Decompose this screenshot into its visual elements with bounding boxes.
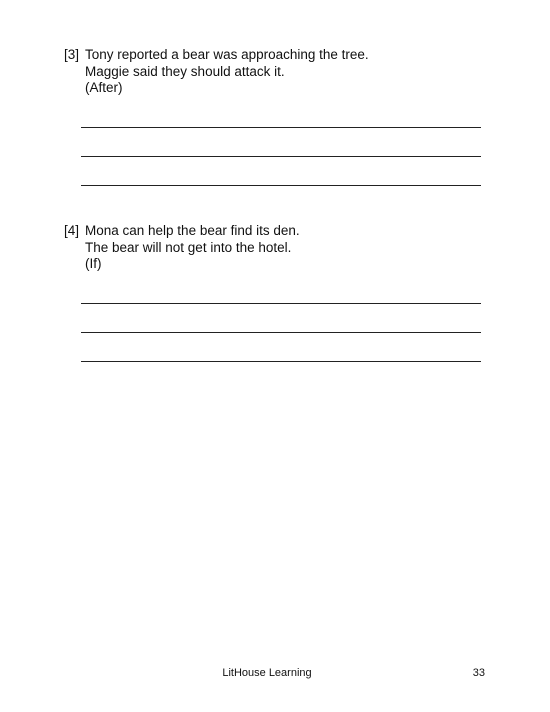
question-sentence-2: The bear will not get into the hotel. xyxy=(85,239,292,255)
answer-line-3-1[interactable] xyxy=(81,127,481,128)
question-4 xyxy=(64,223,300,273)
question-hint: (After) xyxy=(85,80,123,95)
question-number: [4] xyxy=(64,223,80,238)
page-number: 33 xyxy=(472,667,485,679)
answer-line-4-1[interactable] xyxy=(81,303,481,304)
question-sentence-1: Tony reported a bear was approaching the tree. xyxy=(85,47,369,62)
question-sentence-1: Mona can help the bear find its den. xyxy=(85,223,300,238)
footer-publisher: LitHouse Learning xyxy=(222,667,312,679)
answer-line-3-2[interactable] xyxy=(81,156,481,157)
question-sentence-2: Maggie said they should attack it. xyxy=(85,63,285,79)
answer-line-4-3[interactable] xyxy=(81,361,481,362)
question-number: [3] xyxy=(64,47,80,62)
question-3 xyxy=(64,47,369,97)
answer-line-3-3[interactable] xyxy=(81,185,481,186)
answer-line-4-2[interactable] xyxy=(81,332,481,333)
question-hint: (If) xyxy=(85,256,102,271)
